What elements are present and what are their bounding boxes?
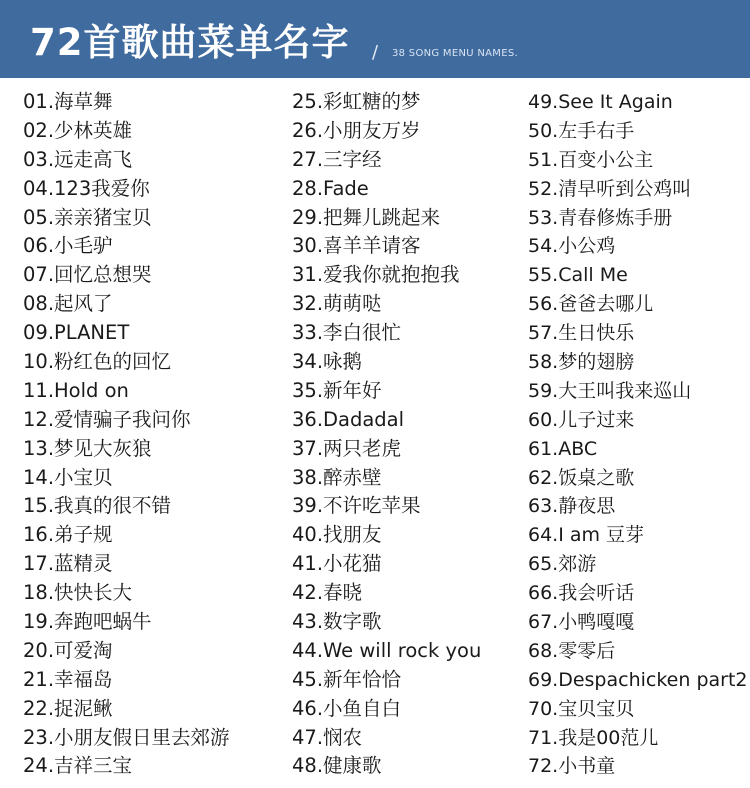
song-item: 01.海草舞 [23,90,113,113]
song-item: 49.See It Again [528,91,673,113]
song-item: 31.爱我你就抱抱我 [292,263,460,287]
song-item: 17.蓝精灵 [23,552,113,576]
song-item: 72.小书童 [528,755,616,778]
song-list-column-1 [23,88,273,781]
song-item: 40.找朋友 [292,523,382,547]
song-item: 13.梦见大灰狼 [23,436,152,460]
song-item: 58.梦的翅膀 [528,351,635,374]
song-item: 71.我是00范儿 [528,726,659,749]
song-item: 41.小花猫 [292,552,382,576]
song-item: 70.宝贝宝贝 [528,697,635,720]
song-list-column-3 [528,88,750,781]
song-item: 10.粉红色的回忆 [23,350,172,374]
song-item: 53.青春修炼手册 [528,206,673,229]
song-item: 12.爱情骗子我问你 [23,407,191,431]
song-item: 32.萌萌哒 [292,292,382,316]
song-item: 67.小鸭嘎嘎 [528,611,635,634]
song-item: 03.远走高飞 [23,147,133,171]
song-item: 54.小公鸡 [528,235,616,258]
song-item: 57.生日快乐 [528,322,635,345]
song-item: 55.Call Me [528,264,628,287]
song-item: 02.少林英雄 [23,118,133,142]
song-item: 56.爸爸去哪儿 [528,293,654,316]
song-item: 51.百变小公主 [528,148,654,171]
song-item: 16.弟子规 [23,523,113,547]
song-item: 35.新年好 [292,378,382,402]
song-item: 59.大王叫我来巡山 [528,379,692,402]
song-item: 05.亲亲猪宝贝 [23,205,152,229]
song-item: 21.幸福岛 [23,667,113,691]
song-item: 37.两只老虎 [292,436,402,460]
song-item: 52.清早听到公鸡叫 [528,177,692,200]
song-item: 63.静夜思 [528,495,616,518]
song-item: 69.Despachicken part2 [528,668,748,691]
song-item: 07.回忆总想哭 [23,263,152,287]
song-item: 26.小朋友万岁 [292,118,421,142]
song-item: 18.快快长大 [23,581,133,605]
song-list-column-2 [292,88,542,781]
song-item: 36.Dadadal [292,407,405,431]
song-item: 22.捉泥鳅 [23,696,113,720]
song-item: 15.我真的很不错 [23,494,172,518]
song-item: 38.醉赤壁 [292,465,382,489]
song-item: 61.ABC [528,437,598,460]
title-separator: / [372,42,379,63]
song-item: 24.吉祥三宝 [23,754,133,778]
page-subtitle: 38 SONG MENU NAMES. [392,48,518,59]
song-item: 66.我会听话 [528,582,635,605]
song-item: 62.饭桌之歌 [528,466,635,489]
page-title: 72首歌曲菜单名字 [30,21,350,64]
song-item: 20.可爱淘 [23,638,113,662]
header-banner [0,0,750,78]
song-item: 28.Fade [292,176,369,200]
song-item: 29.把舞儿跳起来 [292,205,441,229]
song-item: 68.零零后 [528,639,616,662]
song-item: 33.李白很忙 [292,321,402,345]
song-item: 27.三字经 [292,147,382,171]
song-item: 46.小鱼自白 [292,696,402,720]
song-item: 47.悯农 [292,725,363,749]
song-item: 65.郊游 [528,553,597,576]
song-item: 06.小毛驴 [23,234,113,258]
song-item: 14.小宝贝 [23,465,113,489]
song-item: 04.123我爱你 [23,176,150,200]
song-item: 44.We will rock you [292,638,482,662]
song-item: 34.咏鹅 [292,350,363,374]
song-item: 60.儿子过来 [528,408,635,431]
song-item: 11.Hold on [23,378,129,402]
song-item: 25.彩虹糖的梦 [292,90,421,113]
song-item: 50.左手右手 [528,119,635,142]
song-item: 23.小朋友假日里去郊游 [23,725,230,749]
song-item: 45.新年恰恰 [292,667,402,691]
song-item: 30.喜羊羊请客 [292,234,421,258]
song-item: 39.不许吃苹果 [292,494,421,518]
song-item: 64.I am 豆芽 [528,524,645,547]
song-item: 48.健康歌 [292,754,382,778]
song-item: 43.数字歌 [292,610,382,634]
song-item: 09.PLANET [23,321,130,345]
song-item: 19.奔跑吧蜗牛 [23,610,152,634]
song-item: 08.起风了 [23,292,113,316]
song-item: 42.春晓 [292,581,363,605]
